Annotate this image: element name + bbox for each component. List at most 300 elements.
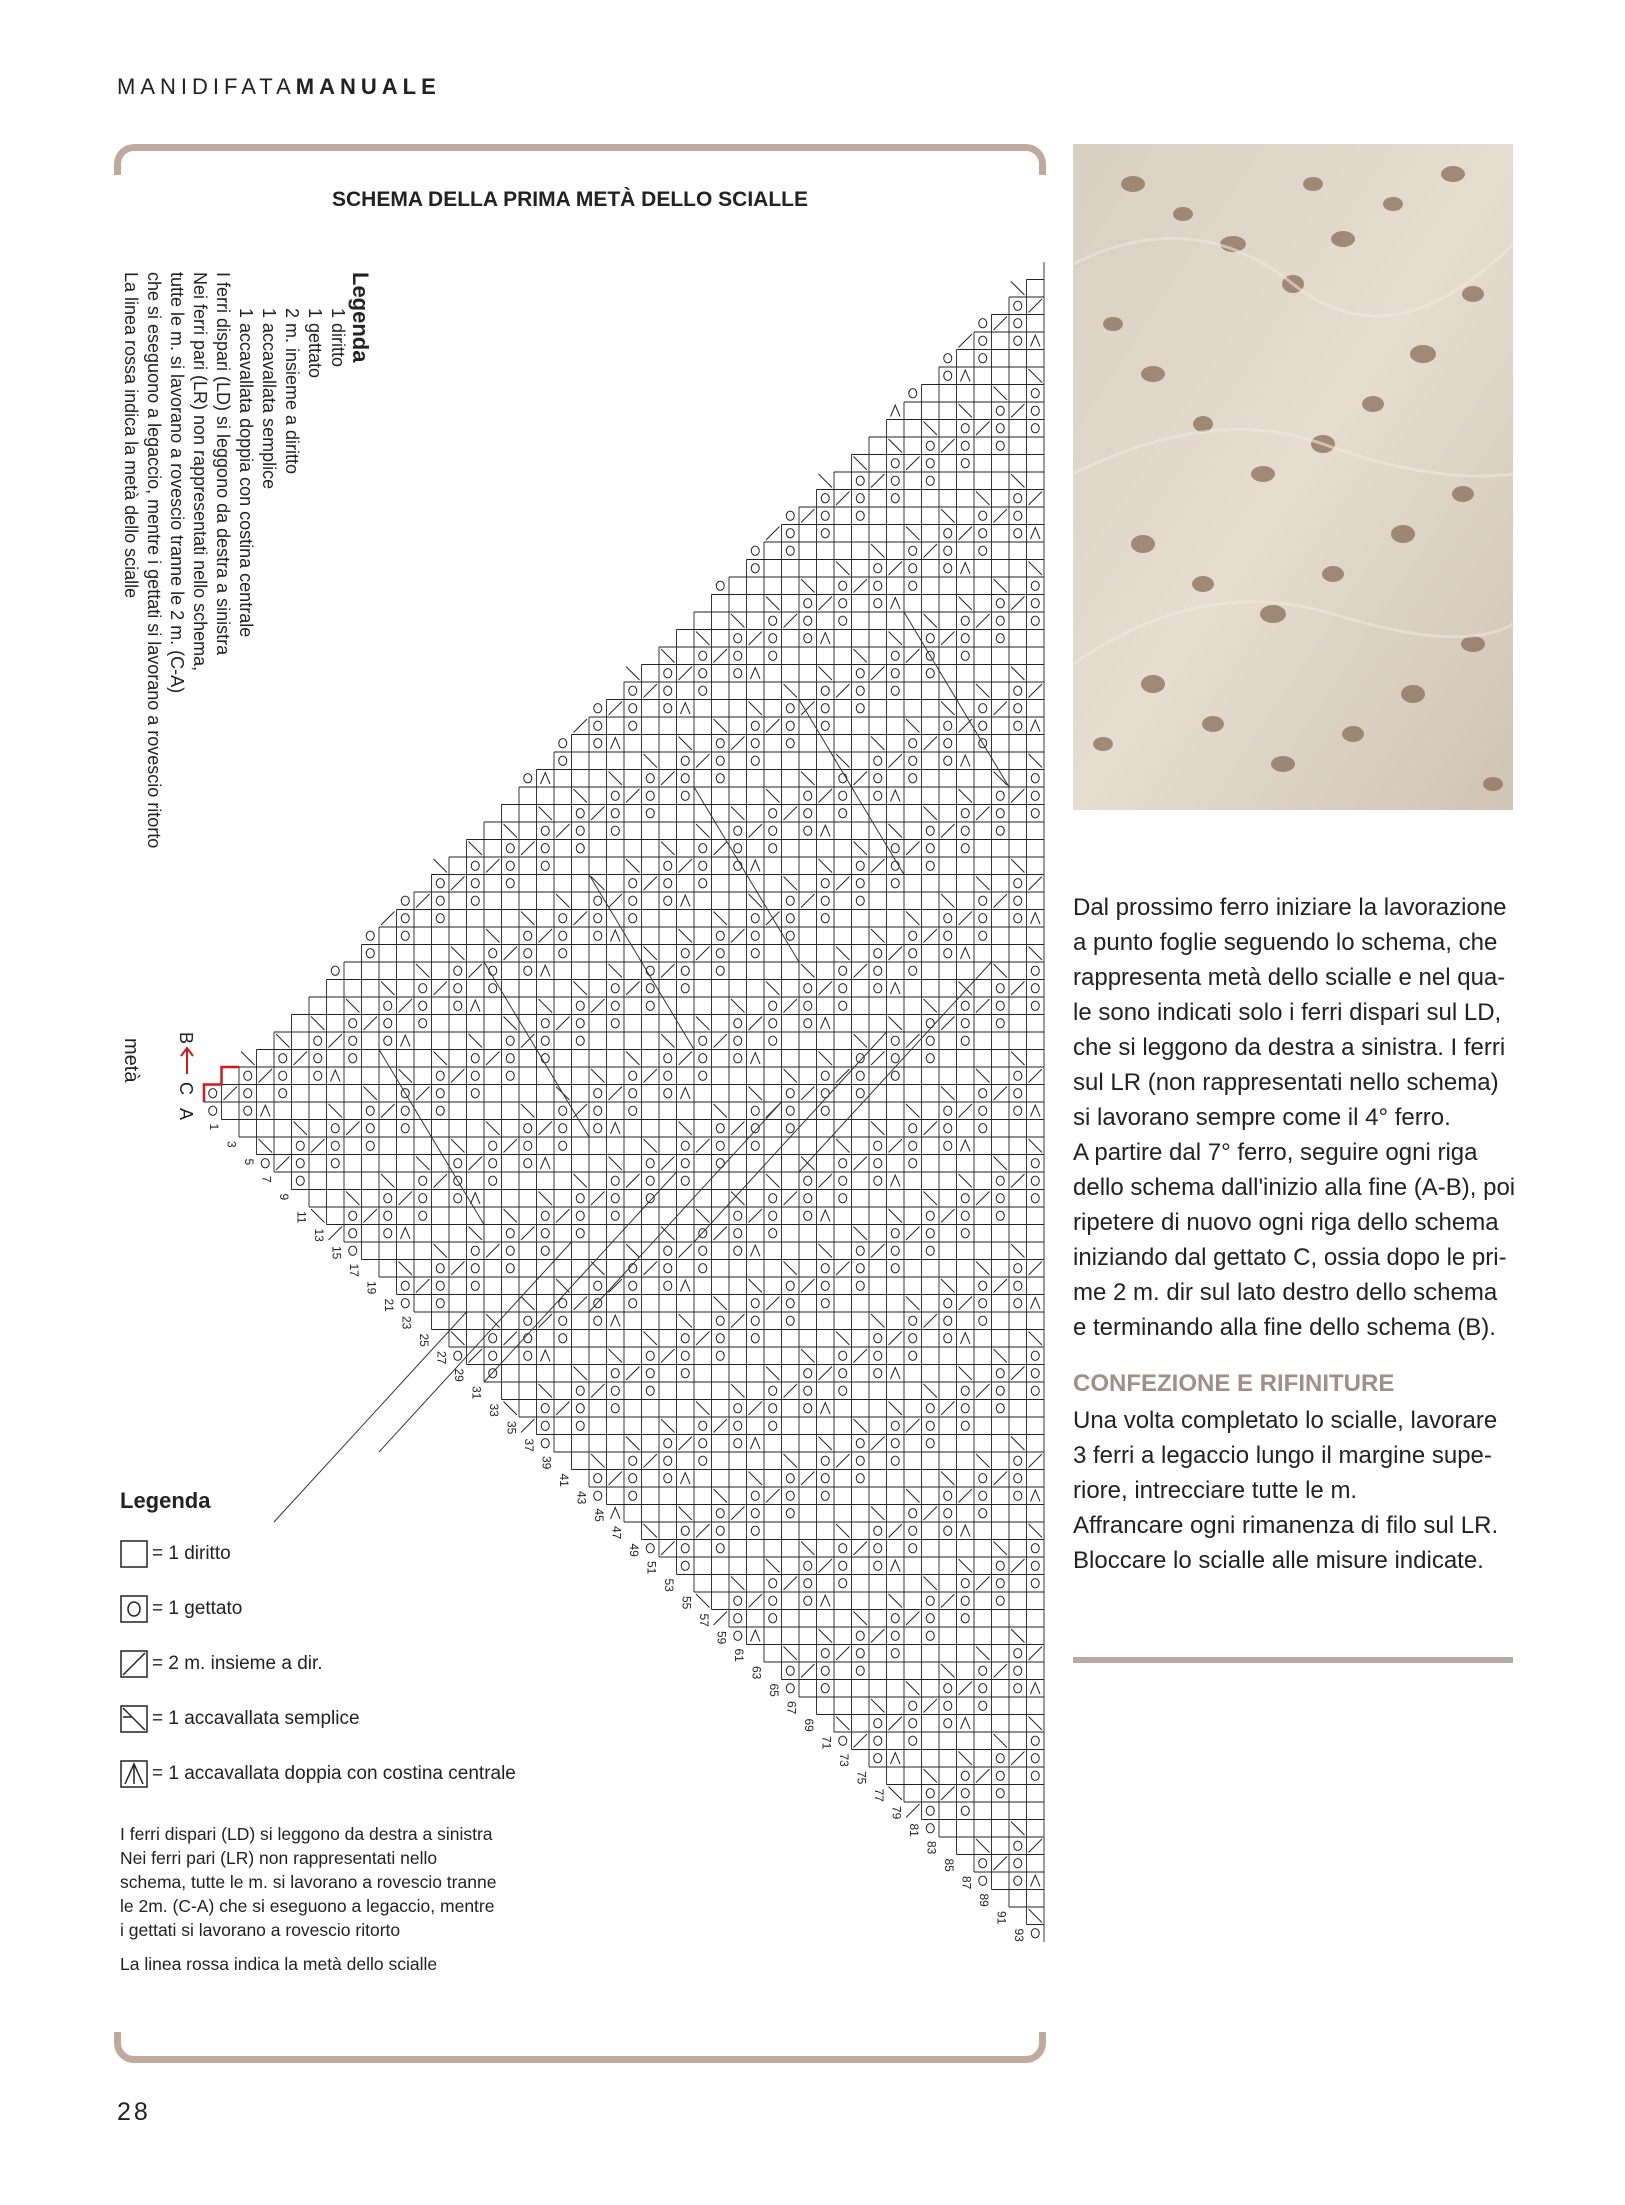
- k2tog-symbol: [871, 1437, 885, 1451]
- yarn-over-symbol: [594, 1491, 602, 1500]
- yarn-over-symbol: [926, 1596, 934, 1605]
- yarn-over-symbol: [909, 1719, 917, 1728]
- yarn-over-symbol: [944, 564, 952, 573]
- yarn-over-symbol: [471, 896, 479, 905]
- skp-symbol: [644, 947, 658, 961]
- skp-symbol: [1029, 754, 1043, 768]
- yarn-over-symbol: [769, 1229, 777, 1238]
- double-decrease-symbol: [401, 1035, 411, 1047]
- yarn-over-symbol: [926, 844, 934, 853]
- skp-symbol: [539, 999, 553, 1013]
- yarn-over-symbol: [646, 1386, 654, 1395]
- k2tog-symbol: [836, 684, 850, 698]
- yarn-over-symbol: [979, 1684, 987, 1693]
- yarn-over-symbol: [314, 1071, 322, 1080]
- yarn-over-symbol: [979, 1299, 987, 1308]
- skp-symbol: [994, 964, 1008, 978]
- skp-symbol: [819, 1437, 833, 1451]
- k2tog-symbol: [1011, 404, 1025, 418]
- k2tog-symbol: [836, 877, 850, 891]
- yarn-over-symbol: [961, 1806, 969, 1815]
- k2tog-symbol: [976, 1192, 990, 1206]
- k2tog-symbol: [434, 1174, 448, 1188]
- double-decrease-symbol: [541, 1158, 551, 1170]
- yarn-over-symbol: [996, 984, 1004, 993]
- k2tog-symbol: [836, 492, 850, 506]
- skp-symbol: [784, 1262, 798, 1276]
- yarn-over-symbol: [681, 1334, 689, 1343]
- yarn-over-symbol: [646, 809, 654, 818]
- yarn-over-symbol: [576, 844, 584, 853]
- yarn-over-symbol: [716, 756, 724, 765]
- yarn-over-symbol: [804, 1386, 812, 1395]
- k2tog-symbol: [836, 1454, 850, 1468]
- yarn-over-symbol: [1014, 914, 1022, 923]
- yarn-over-symbol: [891, 1649, 899, 1658]
- yarn-over-symbol: [821, 1264, 829, 1273]
- double-decrease-symbol: [821, 633, 831, 645]
- yarn-over-symbol: [279, 1089, 287, 1098]
- yarn-over-symbol: [699, 651, 707, 660]
- skp-symbol: [556, 894, 570, 908]
- yarn-over-symbol: [961, 1211, 969, 1220]
- yarn-over-symbol: [209, 1089, 217, 1098]
- k2tog-symbol: [626, 789, 640, 803]
- skp-symbol: [784, 1454, 798, 1468]
- yarn-over-symbol: [839, 966, 847, 975]
- legend-row: [120, 1703, 516, 1735]
- yarn-over-symbol: [944, 949, 952, 958]
- yarn-over-symbol: [1014, 301, 1022, 310]
- text-line: riore, intrecciare tutte le m.: [1073, 1477, 1358, 1504]
- yarn-over-symbol: [926, 1036, 934, 1045]
- skp-symbol: [451, 947, 465, 961]
- yarn-over-symbol: [1031, 809, 1039, 818]
- yarn-over-symbol: [419, 1001, 427, 1010]
- yarn-over-symbol: [576, 809, 584, 818]
- skp-symbol: [451, 1139, 465, 1153]
- yarn-over-symbol: [786, 1124, 794, 1133]
- skp-symbol: [836, 562, 850, 576]
- yarn-over-symbol: [751, 1491, 759, 1500]
- k2tog-symbol: [924, 737, 938, 751]
- empty-square-icon: [120, 1540, 148, 1568]
- yarn-over-symbol: [401, 931, 409, 940]
- k2tog-symbol: [469, 964, 483, 978]
- skp-symbol: [521, 1297, 535, 1311]
- yarn-over-symbol: [979, 1106, 987, 1115]
- yarn-over-symbol: [891, 844, 899, 853]
- skp-symbol: [906, 1104, 920, 1118]
- k2tog-symbol: [871, 1052, 885, 1066]
- k2tog-symbol: [556, 1402, 570, 1416]
- yarn-over-symbol: [926, 1211, 934, 1220]
- k2tog-symbol: [941, 1787, 955, 1801]
- yarn-over-symbol: [699, 669, 707, 678]
- yarn-over-symbol: [856, 1439, 864, 1448]
- skp-symbol: [574, 789, 588, 803]
- yarn-over-symbol: [769, 651, 777, 660]
- row-number: 65: [767, 1683, 781, 1697]
- skp-symbol: [434, 1052, 448, 1066]
- yarn-over-symbol: [664, 861, 672, 870]
- yarn-over-symbol: [979, 914, 987, 923]
- yarn-over-symbol: [331, 1159, 339, 1168]
- yarn-over-symbol: [839, 1159, 847, 1168]
- yarn-over-symbol: [996, 1211, 1004, 1220]
- k2tog-symbol: [1011, 1752, 1025, 1766]
- yarn-over-symbol: [681, 1369, 689, 1378]
- yarn-over-symbol: [821, 1281, 829, 1290]
- yarn-over-symbol: [856, 511, 864, 520]
- yarn-over-symbol: [646, 984, 654, 993]
- row-number: 33: [487, 1403, 501, 1417]
- k2tog-symbol: [784, 999, 798, 1013]
- yarn-over-symbol: [331, 966, 339, 975]
- double-decrease-symbol: [961, 1525, 971, 1537]
- k2tog-symbol: [714, 1227, 728, 1241]
- skp-symbol: [539, 807, 553, 821]
- yarn-over-symbol: [786, 546, 794, 555]
- yarn-over-symbol: [926, 1404, 934, 1413]
- yarn-over-symbol: [1014, 319, 1022, 328]
- double-decrease-symbol: [331, 1070, 341, 1082]
- k2tog-symbol: [731, 1122, 745, 1136]
- skp-symbol: [959, 1752, 973, 1766]
- yarn-over-symbol: [804, 809, 812, 818]
- yarn-over-symbol: [751, 1334, 759, 1343]
- yarn-over-symbol: [716, 1526, 724, 1535]
- skp-symbol: [906, 719, 920, 733]
- yarn-over-symbol: [1031, 1369, 1039, 1378]
- yarn-over-symbol: [576, 1229, 584, 1238]
- yarn-over-symbol: [961, 844, 969, 853]
- skp-symbol: [1029, 1332, 1043, 1346]
- double-decrease-symbol: [681, 1088, 691, 1100]
- chart-title: SCHEMA DELLA PRIMA METÀ DELLO SCIALLE: [332, 188, 808, 211]
- yarn-over-symbol: [1014, 1649, 1022, 1658]
- k2tog-symbol: [854, 1157, 868, 1171]
- k2tog-symbol: [889, 947, 903, 961]
- yarn-over-symbol: [699, 1036, 707, 1045]
- legend-label: = 2 m. insieme a dir.: [152, 1653, 323, 1674]
- skp-symbol: [819, 667, 833, 681]
- yarn-over-symbol: [716, 739, 724, 748]
- double-decrease-symbol: [961, 948, 971, 960]
- yarn-over-symbol: [541, 1439, 549, 1448]
- double-decrease-symbol: [1031, 1683, 1041, 1695]
- yarn-over-symbol: [699, 686, 707, 695]
- yarn-over-symbol: [996, 826, 1004, 835]
- yarn-over-symbol: [839, 791, 847, 800]
- yarn-over-symbol: [891, 686, 899, 695]
- double-decrease-symbol: [471, 1000, 481, 1012]
- yarn-over-symbol: [821, 1071, 829, 1080]
- yarn-over-symbol: [961, 1614, 969, 1623]
- yarn-over-symbol: [629, 1491, 637, 1500]
- yarn-over-symbol: [1014, 336, 1022, 345]
- k2tog-symbol: [941, 439, 955, 453]
- yarn-over-symbol: [436, 879, 444, 888]
- yarn-over-symbol: [1014, 721, 1022, 730]
- yarn-over-symbol: [961, 809, 969, 818]
- skp-symbol: [539, 1384, 553, 1398]
- skp-symbol: [1029, 1909, 1043, 1923]
- yarn-over-symbol: [839, 1736, 847, 1745]
- yarn-over-symbol: [401, 914, 409, 923]
- skp-symbol: [766, 1174, 780, 1188]
- yarn-over-symbol: [524, 931, 532, 940]
- yarn-over-symbol: [909, 966, 917, 975]
- skp-symbol: [819, 474, 833, 488]
- skp-symbol: [1029, 562, 1043, 576]
- k2tog-symbol: [679, 667, 693, 681]
- section-rule: [1073, 1657, 1513, 1663]
- skp-symbol: [801, 772, 815, 786]
- yarn-over-symbol: [1031, 1544, 1039, 1553]
- yarn-over-symbol: [734, 861, 742, 870]
- yarn-over-symbol: [874, 1334, 882, 1343]
- row-number: 3: [224, 1141, 239, 1148]
- skp-symbol: [924, 1192, 938, 1206]
- k2tog-symbol: [801, 894, 815, 908]
- yarn-over-symbol: [979, 1491, 987, 1500]
- skp-symbol: [609, 964, 623, 978]
- skp-symbol: [749, 1472, 763, 1486]
- skp-symbol: [871, 1699, 885, 1713]
- k2tog-symbol: [941, 1402, 955, 1416]
- yarn-over-symbol: [979, 529, 987, 538]
- k2tog-symbol: [696, 754, 710, 768]
- k2tog-symbol: [994, 1857, 1008, 1871]
- text-line: A partire dal 7° ferro, seguire ogni riga: [1073, 1139, 1478, 1166]
- k2tog-symbol: [941, 1209, 955, 1223]
- k2tog-symbol: [994, 1472, 1008, 1486]
- rotated-legend: [119, 272, 372, 848]
- yarn-over-symbol: [769, 616, 777, 625]
- skp-symbol: [801, 1349, 815, 1363]
- k2tog-symbol: [381, 912, 395, 926]
- k2tog-symbol: [259, 1069, 273, 1083]
- double-decrease-symbol: [891, 1368, 901, 1380]
- yarn-over-symbol: [489, 1159, 497, 1168]
- yarn-over-symbol: [909, 774, 917, 783]
- skp-symbol: [924, 999, 938, 1013]
- skp-symbol: [871, 737, 885, 751]
- row-number: 73: [837, 1753, 851, 1767]
- chart-frame-bottom: [114, 2032, 1046, 2063]
- yarn-over-symbol: [366, 949, 374, 958]
- yarn-over-symbol: [926, 459, 934, 468]
- yarn-over-symbol: [751, 1141, 759, 1150]
- row-number: 57: [697, 1613, 711, 1627]
- skp-symbol: [661, 842, 675, 856]
- k2tog-symbol: [924, 1699, 938, 1713]
- brand-light: MANIDIFATA: [117, 74, 296, 99]
- yarn-over-symbol: [874, 949, 882, 958]
- skp-symbol: [399, 1069, 413, 1083]
- k2tog-symbol: [924, 929, 938, 943]
- legend: [120, 1488, 516, 1813]
- yarn-over-symbol: [716, 1124, 724, 1133]
- skp-symbol: [994, 387, 1008, 401]
- yarn-over-symbol: [874, 1159, 882, 1168]
- legend-label: = 1 gettato: [152, 1598, 243, 1619]
- yarn-over-symbol: [909, 739, 917, 748]
- skp-symbol: [889, 439, 903, 453]
- yarn-over-symbol: [471, 1089, 479, 1098]
- k2tog-symbol: [854, 579, 868, 593]
- skp-symbol: [819, 1052, 833, 1066]
- yarn-over-symbol: [961, 651, 969, 660]
- yarn-over-symbol: [821, 914, 829, 923]
- row-number: 81: [907, 1823, 921, 1837]
- yarn-over-symbol: [751, 1299, 759, 1308]
- text-line: Dal prossimo ferro iniziare la lavorazione: [1073, 894, 1507, 921]
- k2tog-symbol: [696, 1139, 710, 1153]
- skp-symbol: [294, 1122, 308, 1136]
- k2tog-symbol: [994, 702, 1008, 716]
- row-number: 27: [434, 1351, 449, 1365]
- skp-symbol: [434, 859, 448, 873]
- skp-symbol: [924, 1577, 938, 1591]
- yarn-over-symbol: [821, 494, 829, 503]
- yarn-over-symbol: [1014, 1684, 1022, 1693]
- k2tog-symbol: [889, 1332, 903, 1346]
- yarn-over-symbol: [979, 1859, 987, 1868]
- double-decrease-symbol: [821, 1018, 831, 1030]
- yarn-over-symbol: [874, 1544, 882, 1553]
- yarn-over-symbol: [944, 1106, 952, 1115]
- k2tog-symbol: [924, 1122, 938, 1136]
- yarn-over-symbol: [891, 1614, 899, 1623]
- skp-symbol: [626, 1437, 640, 1451]
- k2tog-symbol: [801, 702, 815, 716]
- yarn-over-symbol: [681, 966, 689, 975]
- skp-symbol: [1029, 369, 1043, 383]
- yarn-over-symbol: [506, 1246, 514, 1255]
- double-decrease-symbol: [541, 1350, 551, 1362]
- k2tog-symbol: [871, 1629, 885, 1643]
- yarn-over-symbol: [279, 1071, 287, 1080]
- yarn-over-symbol: [909, 1509, 917, 1518]
- note-line: Nei ferri pari (LR) non rappresentati nello: [120, 1848, 438, 1868]
- yarn-over-symbol: [996, 809, 1004, 818]
- yarn-over-symbol: [594, 1474, 602, 1483]
- yarn-over-symbol: [996, 1001, 1004, 1010]
- yarn-over-symbol: [839, 1561, 847, 1570]
- k2tog-symbol: [416, 1279, 430, 1293]
- k2tog-symbol: [469, 1349, 483, 1363]
- skp-symbol: [906, 1297, 920, 1311]
- yarn-over-symbol: [366, 1106, 374, 1115]
- yarn-over-symbol: [1031, 1929, 1039, 1938]
- k2tog-symbol: [994, 509, 1008, 523]
- yarn-over-symbol: [926, 1824, 934, 1833]
- k2tog-symbol: [539, 929, 553, 943]
- skp-symbol: [609, 1349, 623, 1363]
- yarn-over-symbol: [349, 1036, 357, 1045]
- k2tog-symbol: [416, 894, 430, 908]
- yarn-over-symbol: [821, 529, 829, 538]
- yarn-over-symbol: [839, 1369, 847, 1378]
- yarn-over-symbol: [471, 1054, 479, 1063]
- yarn-over-symbol: [681, 1159, 689, 1168]
- row-number: 39: [539, 1456, 554, 1470]
- yarn-over-symbol: [839, 1579, 847, 1588]
- row-number: 77: [872, 1788, 886, 1802]
- double-decrease-symbol: [961, 1333, 971, 1345]
- skp-symbol: [714, 719, 728, 733]
- row-number: 89: [977, 1893, 991, 1907]
- k2tog-symbol: [994, 1664, 1008, 1678]
- skp-symbol: [889, 1594, 903, 1608]
- yarn-over-symbol: [891, 1631, 899, 1640]
- yarn-over-symbol: [611, 826, 619, 835]
- yarn-over-symbol: [1031, 1159, 1039, 1168]
- yarn-over-symbol: [734, 1631, 742, 1640]
- k2tog-symbol: [941, 1594, 955, 1608]
- yarn-over-symbol: [979, 704, 987, 713]
- k2tog-symbol: [906, 1419, 920, 1433]
- yarn-over-symbol: [979, 896, 987, 905]
- row-number: 83: [924, 1841, 939, 1855]
- yarn-over-symbol: [944, 1316, 952, 1325]
- yarn-over-symbol: [944, 721, 952, 730]
- yarn-over-symbol: [594, 1316, 602, 1325]
- k2tog-symbol: [906, 1612, 920, 1626]
- k2tog-symbol: [416, 1087, 430, 1101]
- k2tog-symbol: [276, 1157, 290, 1171]
- skp-symbol: [539, 1192, 553, 1206]
- skp-symbol: [941, 894, 955, 908]
- yarn-over-symbol: [699, 1071, 707, 1080]
- skp-symbol: [994, 579, 1008, 593]
- yarn-over-symbol: [769, 1036, 777, 1045]
- k2tog-symbol: [1029, 1454, 1043, 1468]
- skp-symbol: [976, 1069, 990, 1083]
- yarn-over-symbol: [699, 1264, 707, 1273]
- yarn-over-symbol: [664, 686, 672, 695]
- yarn-over-symbol: [664, 879, 672, 888]
- yarn-over-symbol: [751, 1526, 759, 1535]
- skp-symbol: [819, 1629, 833, 1643]
- text-line: Una volta completato lo scialle, lavorare: [1073, 1407, 1498, 1434]
- yarn-over-symbol: [996, 634, 1004, 643]
- skp-symbol: [959, 404, 973, 418]
- skp-symbol: [766, 1367, 780, 1381]
- yarn-over-symbol: [909, 931, 917, 940]
- row-number: 11: [294, 1211, 309, 1224]
- k2tog-symbol: [959, 1682, 973, 1696]
- k2tog-symbol: [854, 1542, 868, 1556]
- skp-symbol: [1029, 1139, 1043, 1153]
- k2tog-symbol: [1029, 877, 1043, 891]
- yarn-over-symbol: [489, 1141, 497, 1150]
- skp-symbol: [661, 1419, 675, 1433]
- yarn-over-symbol: [384, 1036, 392, 1045]
- yarn-over-symbol: [804, 791, 812, 800]
- skp-symbol: [749, 1279, 763, 1293]
- k2tog-symbol: [906, 842, 920, 856]
- rotated-legend-line: I ferri dispari (LD) si leggono da destra a sinistra: [213, 272, 233, 656]
- yarn-over-symbol: [874, 756, 882, 765]
- yarn-over-symbol: [331, 1141, 339, 1150]
- yarn-over-symbol: [646, 1176, 654, 1185]
- skp-symbol: [626, 667, 640, 681]
- skp-symbol: [731, 614, 745, 628]
- double-decrease-symbol: [1031, 1105, 1041, 1117]
